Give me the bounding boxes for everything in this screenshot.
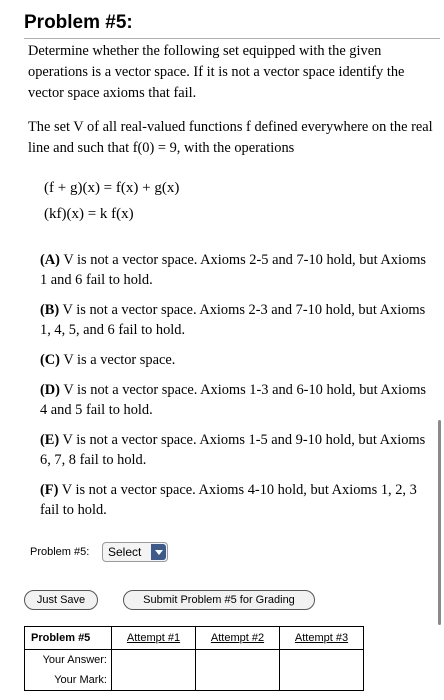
- table-cell: [196, 650, 280, 671]
- choice-b: [40, 300, 436, 340]
- chevron-down-icon: [151, 544, 166, 560]
- choice-label: (E): [40, 432, 60, 448]
- choice-text: V is a vector space.: [63, 352, 176, 368]
- choice-e: [40, 430, 436, 470]
- table-cell: [112, 650, 196, 671]
- choice-d: [40, 380, 436, 420]
- table-cell: [280, 650, 364, 671]
- choice-label: (B): [40, 302, 60, 318]
- table-cell: [280, 670, 364, 691]
- table-header-problem: Problem #5: [25, 627, 112, 650]
- page-title: Problem #5:: [24, 12, 133, 33]
- choice-text: V is not a vector space. Axioms 1-3 and 6-10 hold, but Axioms 4 and 5 fail to hold.: [40, 382, 426, 418]
- attempt-2-link[interactable]: Attempt #2: [196, 627, 280, 650]
- choice-label: (F): [40, 482, 59, 498]
- answer-select[interactable]: [102, 542, 168, 562]
- choice-text: V is not a vector space. Axioms 2-3 and 7-10 hold, but Axioms 1, 4, 5, and 6 fail to hold.: [40, 302, 426, 338]
- row-label-answer: Your Answer:: [25, 650, 112, 671]
- choice-text: V is not a vector space. Axioms 4-10 hold, but Axioms 1, 2, 3 fail to hold.: [40, 482, 417, 518]
- choice-text: V is not a vector space. Axioms 2-5 and 7-10 hold, but Axioms 1 and 6 fail to hold.: [40, 252, 426, 288]
- formula-scalar: (kf)(x) = k f(x): [44, 206, 134, 222]
- set-description: The set V of all real-valued functions f defined everywhere on the real line and such that f(0) = 9, with the operations: [28, 119, 433, 156]
- select-value: Select: [108, 545, 142, 559]
- answer-choices: [40, 250, 436, 530]
- problem-intro: Determine whether the following set equipped with the given operations is a vector space. If it is not a vector space identify the vector space axioms that fail.: [28, 43, 405, 101]
- choice-label: (D): [40, 382, 60, 398]
- table-cell: [112, 670, 196, 691]
- just-save-button[interactable]: Just Save: [24, 590, 98, 610]
- submit-button[interactable]: Submit Problem #5 for Grading: [123, 590, 315, 610]
- attempt-3-link[interactable]: Attempt #3: [280, 627, 364, 650]
- title-divider: [24, 38, 440, 39]
- choice-c: [40, 350, 436, 370]
- operations: [44, 175, 179, 227]
- attempts-table: [24, 626, 364, 691]
- attempt-1-link[interactable]: Attempt #1: [112, 627, 196, 650]
- scrollbar[interactable]: [438, 420, 441, 625]
- choice-a: [40, 250, 436, 290]
- choice-label: (A): [40, 252, 60, 268]
- answer-label: Problem #5:: [30, 546, 90, 558]
- choice-text: V is not a vector space. Axioms 1-5 and 9-10 hold, but Axioms 6, 7, 8 fail to hold.: [40, 432, 426, 468]
- row-label-mark: Your Mark:: [25, 670, 112, 691]
- choice-f: [40, 480, 436, 520]
- choice-label: (C): [40, 352, 60, 368]
- formula-addition: (f + g)(x) = f(x) + g(x): [44, 180, 180, 196]
- table-cell: [196, 670, 280, 691]
